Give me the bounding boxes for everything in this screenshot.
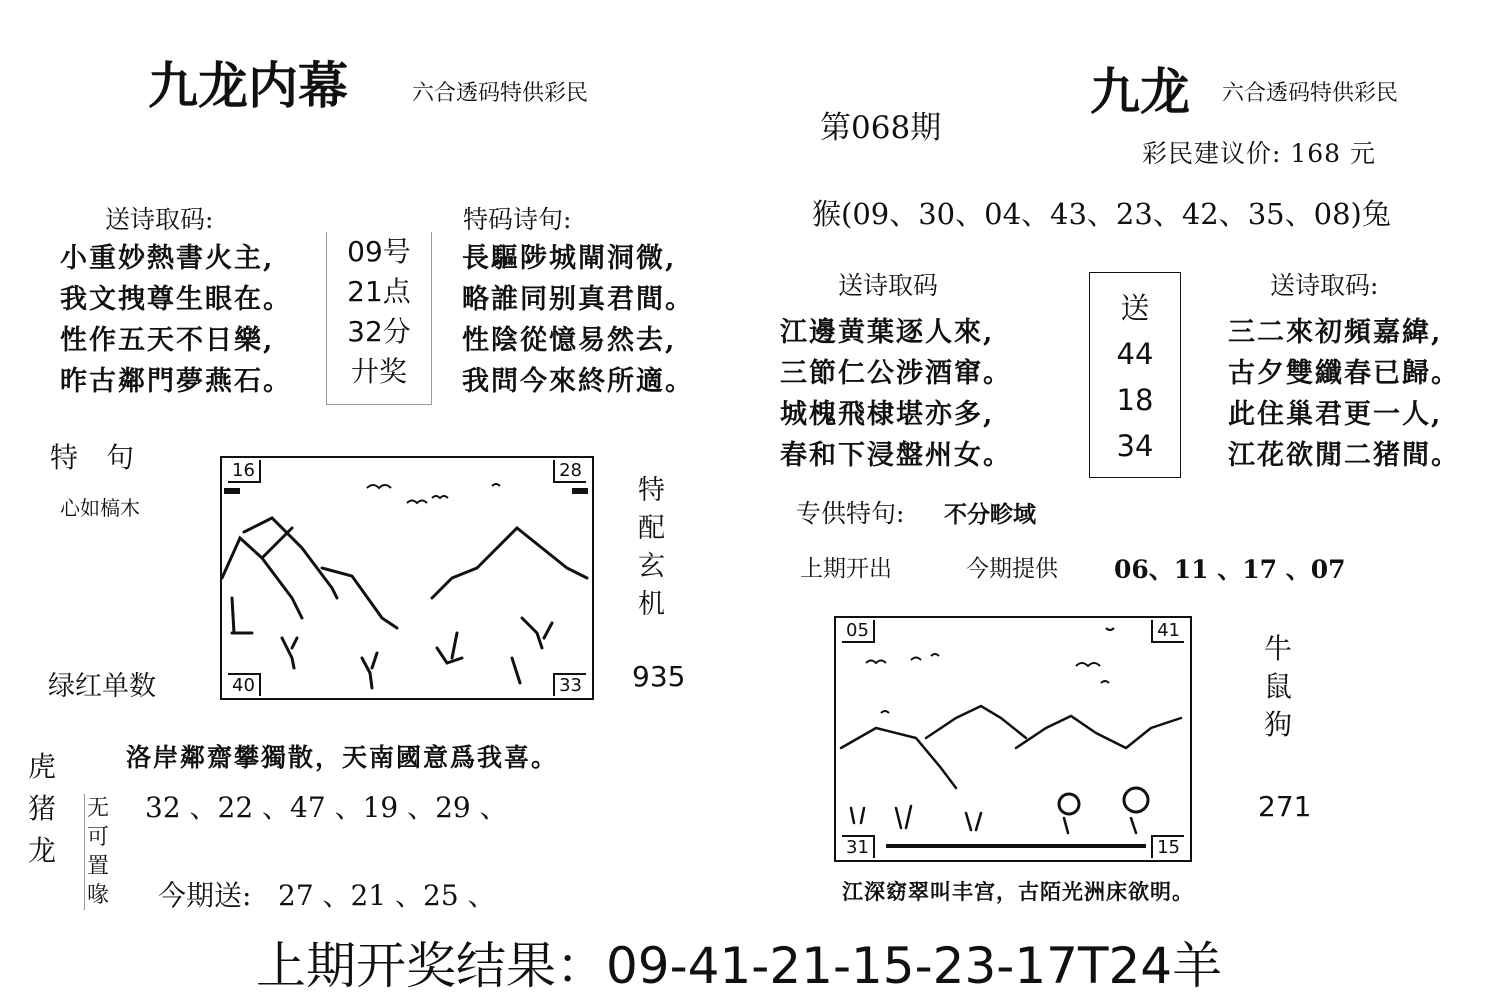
- left-bottom-poem: 洛岸鄰齋攀獨散，天南國意爲我喜。: [126, 743, 559, 772]
- left-picture: [220, 456, 594, 700]
- right-numbers-line: 猴(09、30、04、43、23、42、35、08)兔: [812, 197, 1391, 231]
- left-special-poem: [462, 238, 694, 402]
- hint-line: 廾奖: [350, 355, 407, 388]
- poem-line: 春和下浸盤州女。: [780, 440, 1012, 471]
- poem-line: 此住巢君更一人,: [1228, 399, 1443, 430]
- zodiac-vertical: [28, 746, 56, 872]
- teju-text: 心如槁木: [60, 496, 140, 520]
- left-poem-header: 送诗取码:: [105, 205, 214, 234]
- vertical-char: 玄: [638, 551, 665, 582]
- right-special-label: 专供特句:: [796, 499, 905, 528]
- vertical-char: 配: [638, 513, 665, 544]
- left-special-header: 特码诗句:: [463, 205, 572, 234]
- corner-number: 16: [228, 460, 261, 483]
- poem-line: 我文拽尊生眼在。: [60, 284, 292, 315]
- right-poem-header-right: 送诗取码:: [1270, 271, 1379, 300]
- price: 彩民建议价: 168 元: [1142, 139, 1377, 168]
- today-numbers: 27 、21 、25 、: [278, 879, 496, 912]
- right-side-vertical: [1264, 630, 1292, 744]
- vertical-char: 无: [87, 796, 110, 821]
- left-numbers-row: 32 、22 、47 、19 、29 、: [145, 791, 508, 824]
- right-picture: [834, 616, 1192, 862]
- right-side-number: 271: [1258, 790, 1312, 823]
- hint-line: 18: [1116, 383, 1154, 417]
- right-poem-right: [1228, 312, 1460, 476]
- vertical-char: 置: [87, 854, 110, 879]
- vertical-char: 牛: [1264, 632, 1293, 665]
- vertical-char: 虎: [28, 750, 57, 783]
- poem-line: 性作五天不日樂,: [60, 325, 275, 356]
- hint-line: 09号: [347, 235, 411, 268]
- poem-line: 略誰同别真君間。: [462, 284, 694, 315]
- right-title: 九龙: [1090, 62, 1190, 121]
- vertical-char: 鼠: [1264, 670, 1293, 703]
- poem-line: 江花欲閒二猪間。: [1228, 440, 1460, 471]
- poem-line: 昨古鄰門夢燕石。: [60, 366, 292, 397]
- hint-line: 44: [1116, 337, 1154, 371]
- landscape-drawing: [222, 458, 592, 698]
- left-hint-box: [326, 232, 432, 405]
- right-hint-box: [1089, 272, 1181, 478]
- vertical-char: 特: [638, 475, 665, 506]
- vertical-char: 龙: [28, 834, 57, 867]
- landscape-drawing: [836, 618, 1190, 860]
- wukezhihui-vertical: [84, 794, 109, 910]
- vertical-char: 机: [638, 589, 665, 620]
- last-result: 上期开奖结果：09-41-21-15-23-17T24羊: [256, 937, 1223, 995]
- last-period-label: 上期开出: [800, 556, 892, 582]
- corner-number: 31: [842, 835, 875, 858]
- poem-line: 城槐飛棣堪亦多,: [780, 399, 995, 430]
- corner-number: 28: [553, 460, 586, 483]
- poem-line: 古夕雙纖春已歸。: [1228, 358, 1460, 389]
- corner-number: 15: [1151, 835, 1184, 858]
- poem-line: 長驅陟城閘洞微,: [462, 243, 677, 274]
- poem-line: 我問今來終所適。: [462, 366, 694, 397]
- right-poem-header-left: 送诗取码: [838, 271, 939, 300]
- poem-line: 三節仁公涉酒窜。: [780, 358, 1012, 389]
- right-special-text: 不分畛域: [944, 501, 1036, 528]
- poem-line: 三二來初頻嘉緯,: [1228, 317, 1443, 348]
- corner-number: 40: [228, 673, 261, 696]
- corner-number: 41: [1151, 620, 1184, 643]
- hint-line: 32分: [347, 315, 411, 348]
- corner-number: 33: [553, 673, 586, 696]
- poem-line: 小重妙熱書火主,: [60, 243, 275, 274]
- this-period-numbers: 06、11 、17 、07: [1114, 555, 1346, 584]
- corner-number: 05: [842, 620, 875, 643]
- right-poem-left: [780, 312, 1012, 476]
- left-side-vertical: [638, 472, 665, 624]
- teju-label: 特 句: [50, 441, 135, 474]
- right-bottom-poem: 江深窈翠叫丰宫，古陌光洲床欲明。: [842, 879, 1194, 904]
- left-side-number: 935: [632, 660, 686, 693]
- hint-line: 送: [1120, 291, 1150, 325]
- vertical-char: 可: [87, 825, 110, 850]
- hint-line: 34: [1116, 429, 1154, 463]
- issue-number: 第068期: [820, 110, 942, 146]
- left-poem: [60, 238, 292, 402]
- poem-line: 江邊黄葉逐人來,: [780, 317, 995, 348]
- vertical-char: 狗: [1264, 708, 1293, 741]
- vertical-char: 喙: [87, 883, 110, 908]
- right-subtitle: 六合透码特供彩民: [1222, 81, 1399, 106]
- left-subtitle: 六合透码特供彩民: [412, 81, 589, 106]
- today-label: 今期送:: [158, 879, 252, 912]
- poem-line: 性陰從憶易然去,: [462, 325, 677, 356]
- green-red-label: 绿红单数: [48, 671, 156, 702]
- vertical-char: 猪: [28, 792, 57, 825]
- hint-line: 21点: [347, 275, 411, 308]
- this-period-label: 今期提供: [966, 556, 1058, 582]
- left-title: 九龙内幕: [148, 56, 348, 115]
